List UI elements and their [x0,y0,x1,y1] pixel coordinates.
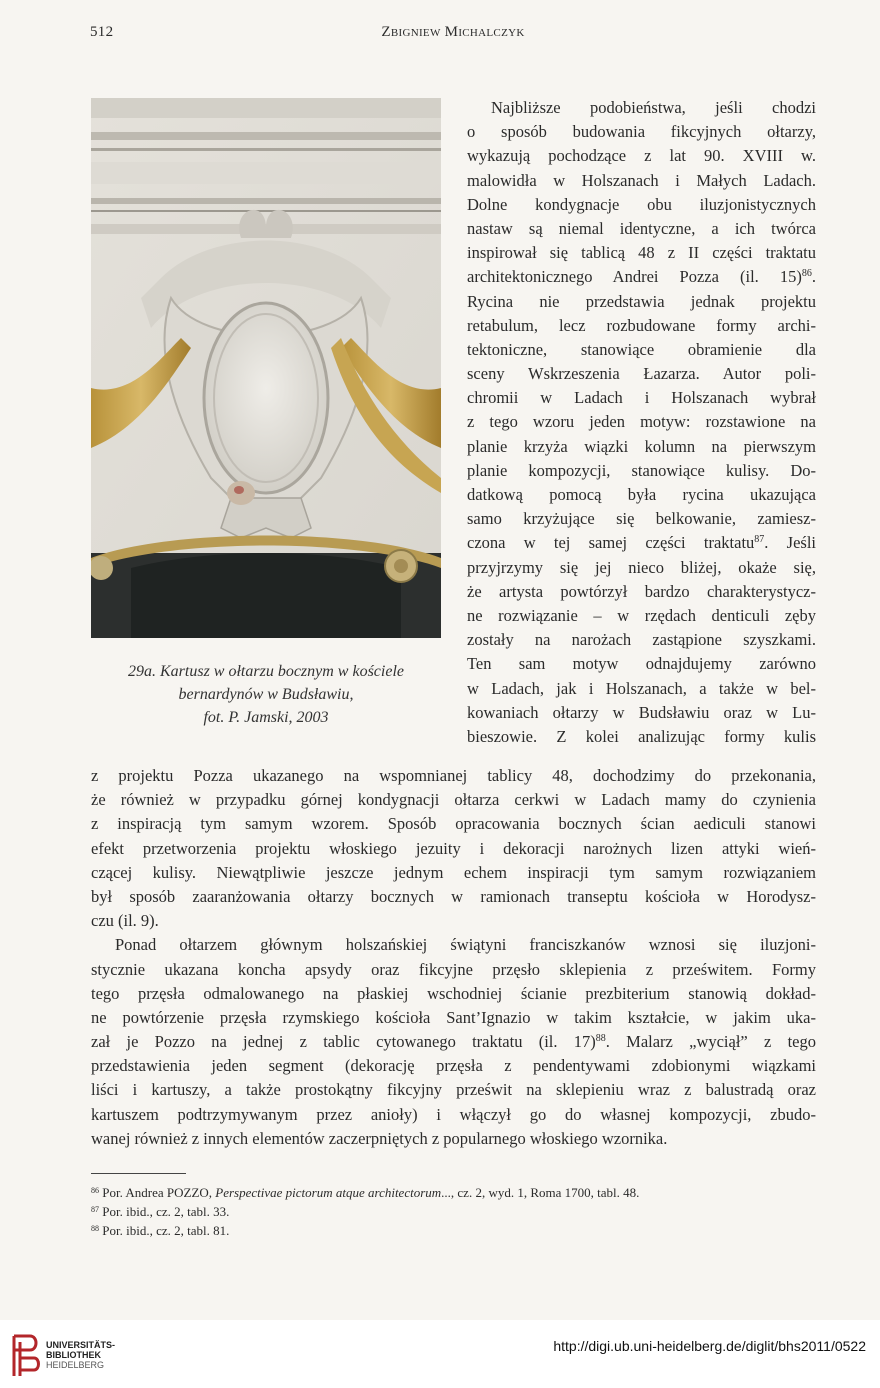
caption-line: bernardynów w Budsławiu, [178,686,354,703]
text-line: planie krzyża wiązki kolumn na pierwszym [467,436,816,456]
text-line: czona w tej samej części traktatu$^{87}$. Jeśli [467,533,817,553]
page-number: 512 [90,24,114,40]
cartouche-photo-illustration [91,98,441,638]
viewer-footer [0,1320,880,1388]
text-line: z tego wzoru jeden motyw: rozstawione na [467,412,816,432]
text-line: tektoniczne, stanowiące obramienie dla [467,339,816,359]
text-line: stycznie ukazana koncha apsydy oraz fikcyjne przęsło sklepienia z prześwitem. Formy [91,959,816,979]
library-logo-text: UNIVERSITÄTS- BIBLIOTHEK HEIDELBERG [46,1340,116,1370]
text-line: tego przęsła odmalowanego na płaskiej wschodniej ścianie prezbiterium stanowią dokład- [91,983,816,1003]
text-line: planie kompozycji, stanowiące kulisy. Do- [467,460,816,480]
right-column-text [467,96,816,749]
text-line: Ponad ołtarzem głównym holszańskiej świątyni franciszkanów wznosi się iluzjoni- [115,935,816,955]
footnote-ref-86[interactable]: 86 [801,268,812,280]
text-line: Rycina nie przedstawia jednak projektu [467,291,816,311]
footnote-ref-88[interactable]: 88 [595,1033,606,1045]
text-line: z projektu Pozza ukazanego na wspomnianej tablicy 48, dochodzimy do przekonania, [91,766,816,785]
running-head: Zbigniew Michalczyk [381,24,525,40]
text-line: Ten sam motyw odnajdujemy zarówno [467,654,816,674]
library-logo-icon [10,1334,40,1378]
text-line: Dolne kondygnacje obu iluzjonistycznych [467,194,816,214]
footnote-ref-87[interactable]: 87 [754,534,765,546]
text-line: w Ladach, jak i Holszanach, a także w bel- [467,678,816,698]
full-width-text [91,764,816,1151]
text-line: efekt przetworzenia projektu włoskiego jezuity i dekoracji narożnych lizen attyki wień- [91,838,816,858]
text-line: ne rozwiązanie – w rzędach denticuli zęby [467,605,816,625]
text-line: architektonicznego Andrei Pozza (il. 15)$^{86}$. [467,267,816,287]
figure-photo-cartouche [91,98,441,638]
text-line: że również w przypadku górnej kondygnacji ołtarza cerkwi w Ladach mamy do czynienia [91,790,816,810]
footnote-88: $^{88}$ Por. ibid., cz. 2, tabl. 81. [91,1223,230,1238]
caption-line: fot. P. Jamski, 2003 [203,709,329,726]
text-line: inspirował się tablicą 48 z II części traktatu [467,243,816,263]
text-line: zał je Pozzo na jednej z tablic cytowanego traktatu (il. 17)$^{88}$. Malarz „wyciął” z tego [91,1032,816,1052]
footnotes [91,1183,816,1240]
text-line: przyjrzymy się jej nieco bliżej, okaże się, [467,557,816,577]
figure-caption [91,660,441,729]
text-line: sceny Wskrzeszenia Łazarza. Autor poli- [467,364,816,384]
footnote-86: $^{86}$ Por. Andrea POZZO, Perspectivae pictorum atque architectorum..., cz. 2, wyd. 1, Roma 1700, tabl. 48. [91,1185,640,1200]
text-line: ne powtórzenie przęsła rzymskiego kościoła Sant’Ignazio w takim kształcie, w jakim uka- [91,1007,816,1027]
text-line: o sposób budowania fikcyjnych ołtarzy, [467,122,816,142]
text-line: przedstawienia jeden segment (dekorację przęsła z pendentywami zdobionymi wiązkami [91,1056,816,1076]
library-logo[interactable] [10,1330,130,1380]
source-url-link[interactable]: http://digi.ub.uni-heidelberg.de/diglit/bhs2011/0522 [553,1338,866,1354]
text-line: retabulum, lecz rozbudowane formy archi- [467,315,816,335]
text-line: czu (il. 9). [91,911,159,931]
text-line: samo krzyżujące się belkowanie, zamiesz- [467,509,816,529]
text-line: liści i kartuszy, a także prostokątny fikcyjny prześwit na sklepieniu wraz z balustradą oraz [91,1080,816,1100]
footnote-87: $^{87}$ Por. ibid., cz. 2, tabl. 33. [91,1204,230,1219]
text-line: wykazują pochodzące z lat 90. XVIII w. [467,146,816,166]
text-line: z inspiracją tym samym wzorem. Sposób opracowania bocznych ścian aediculi stanowi [91,814,816,834]
text-line: kartuszem podtrzymywanym przez anioły) i włączył go do własnej kompozycji, zbudo- [91,1104,816,1124]
text-line: Najbliższe podobieństwa, jeśli chodzi [491,98,816,117]
text-line: chromii w Ladach i Holszanach wybrał [467,388,816,408]
text-line: był sposób zaaranżowania ołtarzy bocznych w ramionach transeptu kościoła w Horodysz- [91,886,816,906]
text-line: kowaniach ołtarzy w Budsławiu oraz w Lu- [467,702,816,722]
text-line: że artysta powtórzył bardzo charakterystycz- [467,581,816,601]
text-line: czącej kulisy. Niewątpliwie jeszcze jednym echem inspiracji tym samym rozwiązaniem [91,862,816,882]
text-line: bieszowie. Z kolei analizując formy kulis [467,726,816,746]
caption-line: 29a. Kartusz w ołtarzu bocznym w kościele [128,663,404,680]
text-line: wanej również z innych elementów zaczerpniętych z popularnego włoskiego wzornika. [91,1128,668,1148]
text-line: datkową pomocą była rycina ukazująca [467,485,816,504]
footnote-divider [91,1173,186,1174]
text-line: malowidła w Holszanach i Małych Ladach. [467,170,816,190]
text-line: nastaw są niemal identyczne, a ich twórca [467,218,816,238]
page-header [90,24,816,46]
text-line: zostały na narożach zastąpione szyszkami. [467,630,816,650]
